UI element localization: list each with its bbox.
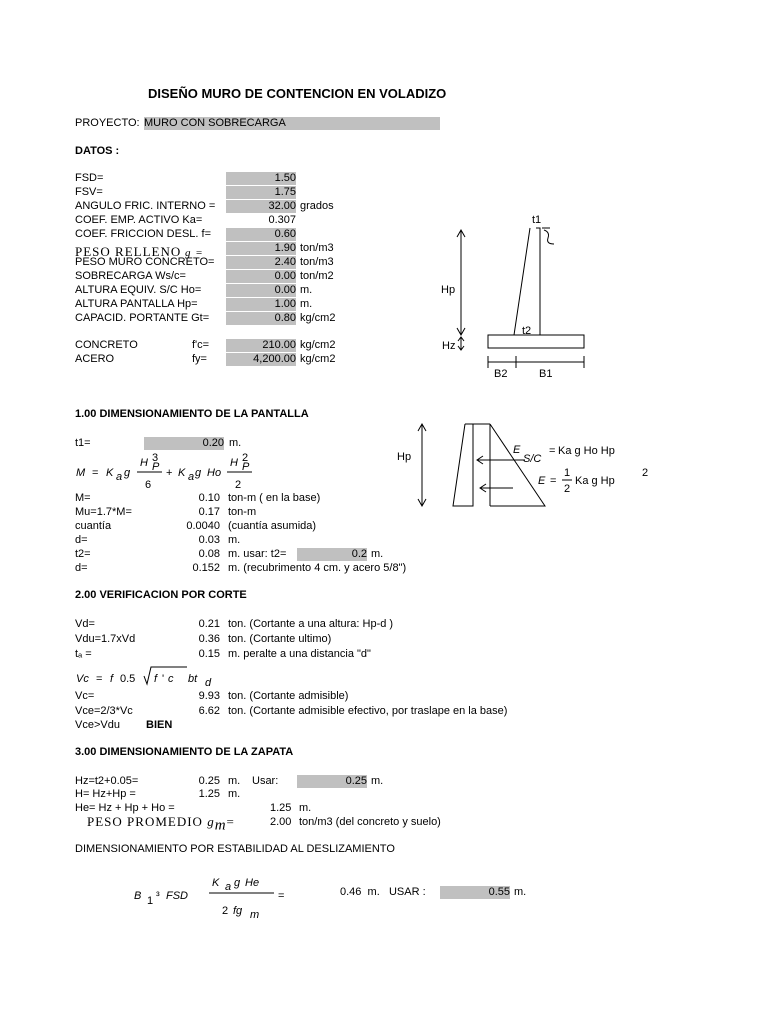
sec2-row-label: Vc= [75,690,95,702]
svg-text:H: H [230,457,238,469]
svg-text:FSD: FSD [166,890,188,902]
diagram2-e-formula: Ka g Ho Hp [558,445,615,457]
svg-text:f: f [110,673,114,685]
sec1-row-value: 0.08 [198,548,220,560]
svg-text:=: = [96,673,103,685]
footing-shape [488,335,584,348]
sec1-row-note: m. [228,534,241,546]
svg-text:a: a [225,881,232,893]
sec2-row-label: Vd= [75,618,95,630]
svg-text:a: a [188,471,195,483]
svg-text:0.5: 0.5 [120,673,136,685]
sec2-row-note: ton. (Cortante a una altura: Hp-d ) [228,618,394,630]
datos-row-label: ALTURA EQUIV. S/C Ho= [75,284,202,296]
sec1-row-note: m. usar: t2= [228,548,287,560]
datos-row-label: PESO MURO CONCRETO= [75,256,215,268]
sec1-row-value: 0.10 [198,492,220,504]
datos-row-unit: m. [300,298,313,310]
hz-unit: m. [228,775,241,787]
sec2-row-value: 0.15 [198,648,220,660]
datos-row-unit: ton/m3 [300,242,334,254]
svg-text:': ' [162,673,165,685]
vc-formula [74,664,224,692]
datos-row-label: CAPACID. PORTANTE Gt= [75,312,210,324]
diagram1-b2: B2 [494,368,508,380]
wall-stem-shape [514,228,540,335]
h-label: H= Hz+Hp = [75,788,136,800]
svg-text:Ho: Ho [207,467,222,479]
svg-text:g: g [195,467,202,479]
sec1-row-label: cuantía [75,520,112,532]
svg-text:2: 2 [235,479,242,491]
datos-row-value[interactable]: 1.50 [226,172,296,185]
sec1-row-value: 0.0040 [186,520,220,532]
page-title: DISEÑO MURO DE CONTENCION EN VOLADIZO [148,86,447,101]
svg-text:K: K [178,467,186,479]
svg-text:3: 3 [152,452,159,464]
pp-unit: ton/m3 (del concreto y suelo) [299,816,441,828]
svg-text:Vc: Vc [76,673,89,685]
sec1-t2-use[interactable]: 0.2 [297,548,367,561]
sec2-row-label: Vce=2/3*Vc [75,705,133,717]
datos-row-label: FSD= [75,172,104,184]
diagram1-t1: t1 [532,214,542,226]
hz-value: 0.25 [198,775,220,787]
pp-value: 2.00 [270,816,292,828]
datos-row-value[interactable]: 0.00 [226,270,296,283]
datos-row-label: ALTURA PANTALLA Hp= [75,298,198,310]
wall-diagram [436,210,596,385]
datos-row-label: COEF. EMP. ACTIVO Ka= [75,214,203,226]
datos-row-unit: ton/m2 [300,270,334,282]
svg-text:1: 1 [147,895,154,907]
h-value: 1.25 [198,788,220,800]
check-result: BIEN [146,719,173,731]
datos-row-unit: grados [300,200,334,212]
svg-text:g: g [124,467,131,479]
sec2-row-note: ton. (Cortante ultimo) [228,633,332,645]
diagram1-t2: t2 [522,325,532,337]
svg-text:K: K [212,877,220,889]
svg-text:=: = [549,445,556,457]
sec1-t1-value[interactable]: 0.20 [144,437,224,450]
svg-text:=: = [550,475,557,487]
he-label: He= Hz + Hp + Ho = [75,802,175,814]
svg-text:+: + [166,467,173,479]
sec1-heading: 1.00 DIMENSIONAMIENTO DE LA PANTALLA [75,408,309,420]
svg-text:=: = [278,890,285,902]
h-unit: m. [228,788,241,800]
he-value: 1.25 [270,802,292,814]
sec1-row-note: (cuantía asumida) [228,520,317,532]
sec1-t1-label: t1= [75,437,91,449]
datos-row-label: COEF. FRICCION DESL. f= [75,228,211,240]
diagram1-b1: B1 [539,368,553,380]
svg-text:M: M [76,467,86,479]
sec1-t2-use-unit: m. [371,548,384,560]
datos-row-unit: ton/m3 [300,256,334,268]
sec1-row-value: 0.17 [198,506,220,518]
svg-text:K: K [106,467,114,479]
sec2-row-label: tₐ = [75,648,92,660]
acero-value[interactable]: 4,200.00 [226,353,296,366]
sec2-row-value: 6.62 [198,705,220,717]
svg-text:H: H [140,457,148,469]
diagram2-e-rhs: Ka g Hp [575,475,615,487]
peso-relleno-label: PESO RELLENO g = [75,244,204,259]
svg-text:a: a [116,471,123,483]
b1-use-value[interactable]: 0.55 [440,886,510,899]
sec1-row-label: d= [75,562,88,574]
svg-text:He: He [245,877,260,889]
svg-text:c: c [168,673,174,685]
svg-text:³: ³ [156,890,160,902]
project-value: MURO CON SOBRECARGA [144,117,286,129]
b1-use-unit: m. [514,886,527,898]
datos-heading: DATOS : [75,145,120,157]
acero-label: ACERO [75,353,115,365]
svg-text:P: P [242,461,250,473]
diagram2-hp: Hp [397,451,412,463]
datos-row-label: FSV= [75,186,103,198]
sec1-row-label: Mu=1.7*M= [75,506,132,518]
sec1-row-label: d= [75,534,88,546]
svg-text:1: 1 [564,467,571,479]
svg-text:d: d [205,677,212,689]
sec2-row-value: 0.21 [198,618,220,630]
datos-row-value[interactable]: 0.60 [226,228,296,241]
datos-row-label: SOBRECARGA Ws/c= [75,270,186,282]
svg-text:2: 2 [242,452,249,464]
sec2-row-note: m. peralte a una distancia "d" [228,648,371,660]
datos-row-value[interactable]: 1.00 [226,298,296,311]
dim-label: DIMENSIONAMIENTO POR ESTABILIDAD AL DESLIZAMIENTO [75,843,395,855]
b1-value: 0.46 m. USAR : [340,886,426,898]
he-unit: m. [299,802,312,814]
sec3-heading: 3.00 DIMENSIONAMIENTO DE LA ZAPATA [75,746,294,758]
hz-use-value[interactable]: 0.25 [297,775,367,788]
datos-row-unit: m. [300,284,313,296]
sec1-row-value: 0.03 [198,534,220,546]
diagram1-hz: Hz [442,340,456,352]
datos-row-value[interactable]: 32.00 [226,200,296,213]
sec2-row-note: ton. (Cortante admisible) [228,690,349,702]
svg-text:f: f [154,673,158,685]
sec2-row-note: ton. (Cortante admisible efectivo, por traslape en la base) [228,705,508,717]
concreto-unit: kg/cm2 [300,339,336,351]
diagram2-e-label: E [538,475,546,487]
datos-row-value[interactable]: 0.00 [226,284,296,297]
svg-text:6: 6 [145,479,152,491]
diagram1-hp: Hp [441,284,456,296]
check-label: Vce>Vdu [75,719,120,731]
datos-row-label: ANGULO FRIC. INTERNO = [75,200,216,212]
sec1-row-note: m. (recubrimento 4 cm. y acero 5/8") [228,562,407,574]
sec1-row-note: ton-m [228,506,257,518]
project-value-cell[interactable] [144,117,440,130]
datos-row-value[interactable]: 1.75 [226,186,296,199]
hz-use-unit: m. [371,775,384,787]
diagram2-e-small: E [513,444,521,456]
sec1-t1-unit: m. [229,437,242,449]
sec2-row-value: 0.36 [198,633,220,645]
svg-text:fg: fg [233,905,243,917]
sec1-row-label: t2= [75,548,91,560]
concreto-label: CONCRETO [75,339,138,351]
sec1-row-note: ton-m ( en la base) [228,492,321,504]
svg-text:m: m [250,909,260,921]
sec2-row-label: Vdu=1.7xVd [75,633,136,645]
b1-formula [132,862,302,922]
svg-text:B: B [134,890,142,902]
svg-text:bt: bt [188,673,198,685]
svg-text:2: 2 [642,467,649,479]
hz-use-label: Usar: [252,775,279,787]
sec2-heading: 2.00 VERIFICACION POR CORTE [75,589,247,601]
project-label: PROYECTO: [75,117,140,129]
svg-text:P: P [152,461,160,473]
diagram2-sc: S/C [523,453,542,465]
svg-text:2: 2 [564,483,571,495]
svg-text:=: = [92,467,99,479]
datos-row-value: 0.307 [268,214,296,226]
pp-label: PESO PROMEDIO $g_m=$ [87,814,235,834]
datos-row-value[interactable]: 0.80 [226,312,296,325]
datos-row-value[interactable]: 1.90 [226,242,296,255]
acero-unit: kg/cm2 [300,353,336,365]
svg-text:2: 2 [222,905,229,917]
concreto-sym: f'c= [192,339,210,351]
sec2-row-value: 9.93 [198,690,220,702]
sec1-row-label: M= [75,492,91,504]
sec1-row-value: 0.152 [192,562,220,574]
moment-formula [74,452,264,492]
concreto-value[interactable]: 210.00 [226,339,296,352]
acero-sym: fy= [192,353,207,365]
svg-text:g: g [234,877,241,889]
datos-row-unit: kg/cm2 [300,312,336,324]
datos-row-value[interactable]: 2.40 [226,256,296,269]
pressure-diagram [395,418,685,518]
hz-label: Hz=t2+0.05= [75,775,139,787]
